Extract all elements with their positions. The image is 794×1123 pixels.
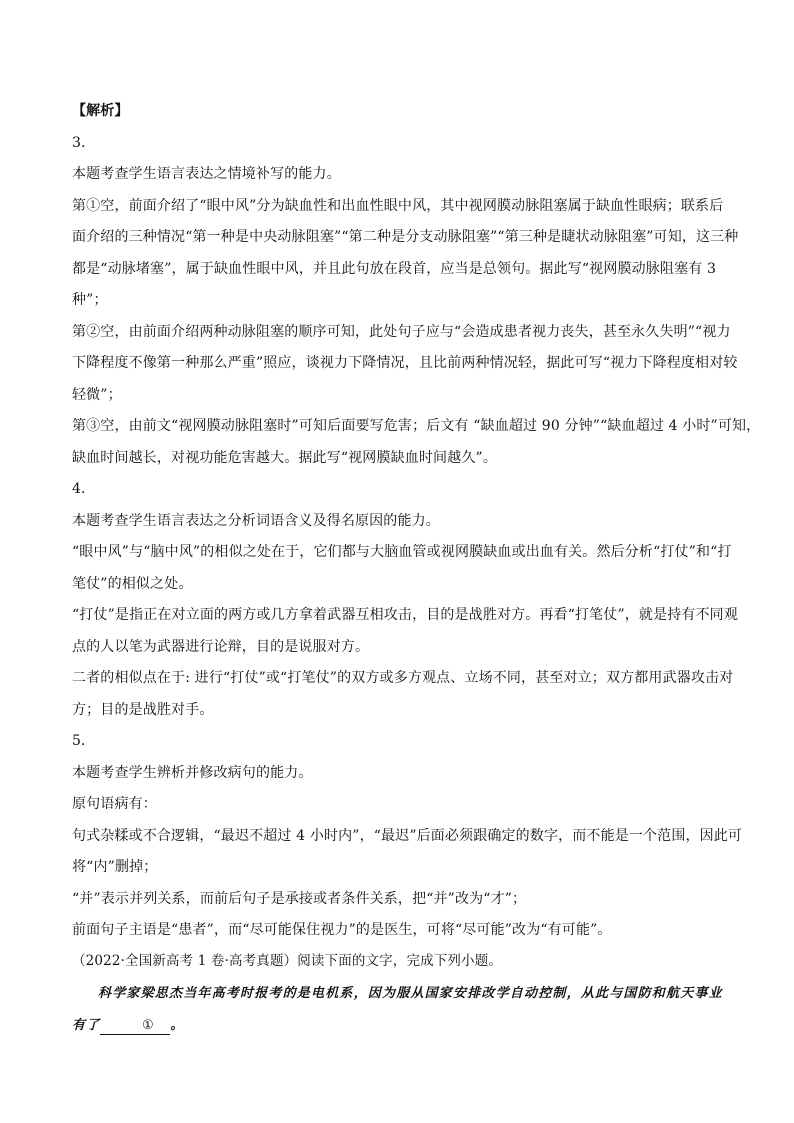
text-line: 将“内”删掉；: [72, 859, 158, 875]
text-line: “并”表示并列关系，而前后句子是承接或者条件关系，把“并”改为“才”；: [72, 890, 527, 907]
text-line: 第①空，前面介绍了“眼中风”分为缺血性和出血性眼中风，其中视网膜动脉阻塞属于缺血性眼病；联系后: [72, 197, 724, 214]
text-line: 本题考查学生语言表达之分析词语含义及得名原因的能力。: [72, 512, 440, 529]
reading-passage: [72, 978, 724, 1042]
text-line: 二者的相似点在于: 进行“打仗”或“打笔仗”的双方或多方观点、立场不同，甚至对立；双方都用武器攻击对: [72, 670, 734, 686]
text-line: 轻微”；: [72, 386, 122, 403]
text-line: 本题考查学生语言表达之情境补写的能力。: [72, 166, 341, 182]
text-line: 第②空，由前面介绍两种动脉阻塞的顺序可知，此处句子应与“会造成患者视力丧失，甚至永久失明”“视力: [72, 323, 731, 340]
question-source: （2022·全国新高考 1 卷·高考真题）阅读下面的文字，完成下列小题。: [72, 952, 503, 969]
answer-analysis: [72, 96, 761, 947]
text-line: 点的人以笔为武器进行论辩，目的是说服对方。: [72, 638, 370, 655]
text-line: 3．: [72, 134, 96, 151]
text-line: 原句语病有：: [72, 796, 157, 812]
text-line: 本题考查学生辨析并修改病句的能力。: [72, 764, 313, 781]
passage-text: 科学家梁思杰当年高考时报考的是电机系，因为服从国家安排改学自动控制，从此与国防和航天事业有了: [72, 985, 723, 1033]
text-line: 句式杂糅或不合逻辑，“最迟不超过 4 小时内”，“最迟”后面必须跟确定的数字，而不能是一个范围，因此可: [72, 827, 743, 844]
document-page: [72, 96, 761, 1042]
text-line: 前面句子主语是“患者”，而“尽可能保住视力”的是医生，可将“尽可能”改为“有可能”。: [72, 922, 612, 938]
passage-end: 。: [170, 1017, 185, 1033]
text-line: 面介绍的三种情况“第一种是中央动脉阻塞”“第二种是分支动脉阻塞”“第三种是睫状动脉阻塞”可知，这三种: [72, 229, 739, 245]
text-line: “打仗”是指正在对立面的两方或几方拿着武器互相攻击，目的是战胜对方。再看“打笔仗”，就是持有不同观: [72, 607, 738, 623]
text-line: “眼中风”与“脑中风”的相似之处在于，它们都与大脑血管或视网膜缺血或出血有关。然后分析“打仗”和“打: [72, 544, 732, 560]
text-line: 下降程度不像第一种那么严重”照应，谈视力下降情况，且比前两种情况轻，据此可写“视力下降程度相对较: [72, 355, 738, 371]
text-line: 都是“动脉堵塞”，属于缺血性眼中风，并且此句放在段首，应当是总领句。据此写“视网膜动脉阻塞有 3: [72, 260, 717, 277]
text-line: 方；目的是战胜对手。: [72, 701, 214, 718]
text-line: 缺血时间越长，对视功能危害越大。据此写“视网膜缺血时间越久”。: [72, 449, 497, 466]
fill-blank-1: ①: [100, 1018, 170, 1035]
text-line: 5．: [72, 733, 96, 749]
text-line: 种”；: [72, 292, 108, 308]
text-line: 笔仗”的相似之处。: [72, 575, 193, 592]
section-heading: 【解析】: [72, 103, 129, 119]
text-line: 4．: [72, 481, 96, 497]
text-line: 第③空，由前文“视网膜动脉阻塞时”可知后面要写危害；后文有 “缺血超过 90 分钟”“缺血超过 4 小时”可知，: [72, 418, 761, 434]
